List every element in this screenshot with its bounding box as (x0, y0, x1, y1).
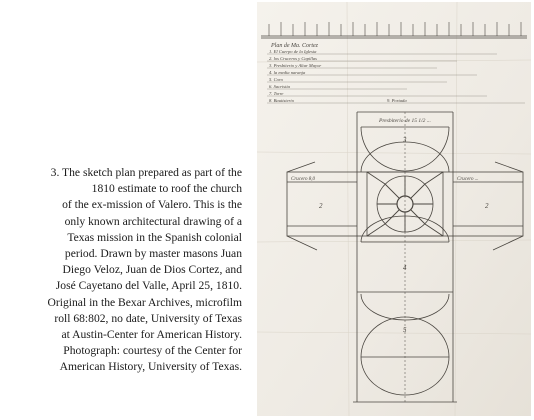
crossing-label-left: Crucero 8,0 (291, 177, 315, 182)
legend-entry: 1. El Cuerpo de la Iglesia (269, 49, 317, 54)
caption-line: José Cayetano del Valle, April 25, 1810. (55, 279, 242, 293)
section-number: 2 (485, 202, 489, 210)
legend-entry: 5. Coro (269, 77, 283, 82)
caption-line: Photograph: courtesy of the Center for (63, 344, 242, 358)
legend-entry: 4. la media naranja (269, 70, 306, 75)
caption-line: at Austin-Center for American History. (61, 328, 242, 342)
legend-entry: 2. los Cruceros y Capillas (269, 56, 317, 61)
presbytery-label: Presbiterio de 15 1/2 ... (379, 118, 431, 124)
crossing-label-right: Crucero ... (457, 177, 479, 182)
caption-line: Diego Veloz, Juan de Dios Cortez, and (62, 263, 242, 277)
section-number: 4 (403, 264, 407, 272)
sketch-plan-photograph (257, 2, 531, 416)
legend-entry: 3. Presbiterio y Altar Mayor (269, 63, 322, 68)
legend-entry: 6. Sacristia (269, 84, 290, 89)
caption-line: roll 68:802, no date, University of Texas (54, 311, 242, 325)
caption-line: Original in the Bexar Archives, microfilm (47, 295, 242, 309)
caption-line: 3. The sketch plan prepared as part of the (50, 166, 242, 179)
plan-header: Plan de Ma. Cortez (271, 43, 318, 49)
legend-entry: 9. Portada (387, 98, 407, 103)
caption-line: of the ex-mission of Valero. This is the (62, 198, 242, 212)
sketch-plan-drawing (257, 2, 531, 416)
section-number: 3 (403, 136, 407, 144)
legend-entry: 7. Torre (269, 91, 284, 96)
caption-line: only known architectural drawing of a (64, 214, 242, 228)
caption-line: 1810 estimate to roof the church (91, 182, 242, 196)
caption-line: American History, University of Texas. (59, 360, 242, 374)
section-number: 5 (403, 326, 407, 334)
figure-caption (4, 165, 242, 376)
section-number: 2 (319, 202, 323, 210)
caption-line: period. Drawn by master masons Juan (64, 247, 242, 261)
legend-entry: 8. Bautisterio (269, 98, 295, 103)
caption-line: Texas mission in the Spanish colonial (67, 230, 242, 244)
